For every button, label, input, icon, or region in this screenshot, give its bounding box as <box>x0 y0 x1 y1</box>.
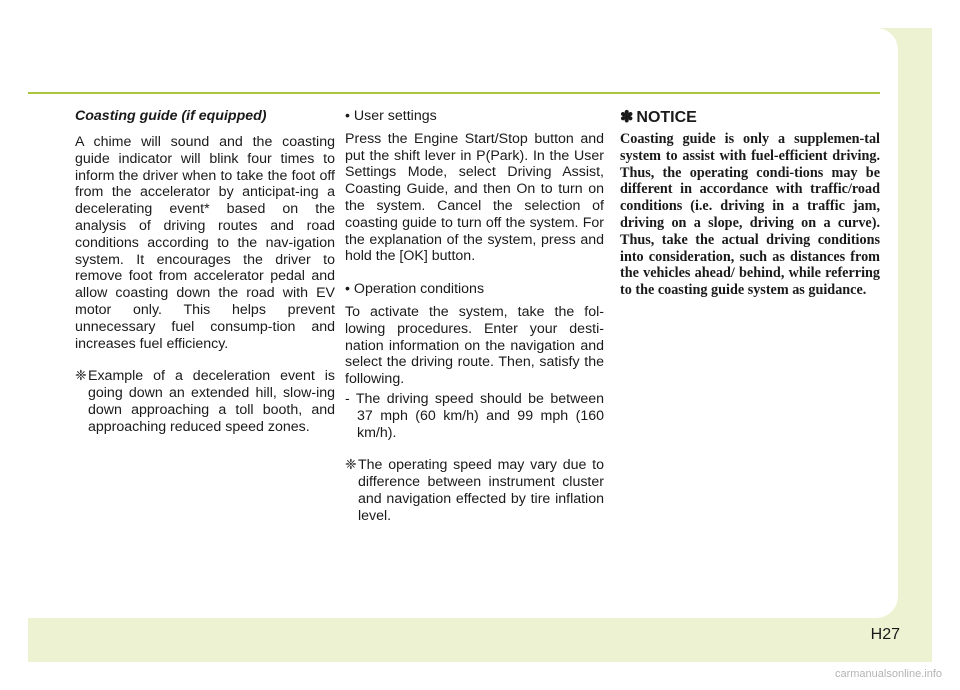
column-left <box>75 108 335 436</box>
column-middle <box>345 108 604 525</box>
section-heading: Coasting guide (if equipped) <box>75 108 267 124</box>
notice-title <box>620 108 880 128</box>
operating-speed-note <box>345 457 604 524</box>
page-number: H27 <box>870 626 900 643</box>
deceleration-note <box>75 368 335 435</box>
header-rule <box>28 92 880 94</box>
intro-paragraph: A chime will sound and the coasting guide indicator will blink four times to inform the driver when to take the foot off from the accelerator by anticipat-ing a decelerating event* based on the analysis of driving routes and road conditions according to the nav-igation system. It encourages the driver to remove foot from accelerator pedal and allow coasting down the road with EV motor only. This helps prevent unnecessary fuel consump-tion and increases fuel efficiency. <box>75 134 335 352</box>
watermark: carmanualsonline.info <box>834 668 942 680</box>
operation-conditions-paragraph: To activate the system, take the fol-lowing procedures. Enter your desti-nation information on the navigation and select the driving route. Then, satisfy the following. <box>345 303 604 388</box>
deceleration-note-text: Example of a deceleration event is going down an extended hill, slow-ing down approaching a toll booth, and approaching reduced speed zones. <box>88 368 335 435</box>
notice-title-text: NOTICE <box>636 109 697 126</box>
speed-condition-item: - The driving speed should be between 37 mph (60 km/h) and 99 mph (160 km/h). <box>345 390 604 441</box>
column-right <box>620 108 880 299</box>
notice-body: Coasting guide is only a supplemen-tal system to assist with fuel-efficient driving. Thus, the operating condi-tions may be different in accordance with traffic/road conditions (i.e. driving in a traffic jam, driving on a slope, driving on a curve). Thus, take the actual driving conditions into consideration, such as distances from the vehicles ahead/ behind, while referring to the coasting guide system as guidance. <box>620 131 880 299</box>
notice-star-icon: ✽ <box>620 109 634 126</box>
user-settings-bullet: • User settings <box>345 108 437 124</box>
note-mark-icon: ❈ <box>345 457 357 474</box>
operation-conditions-bullet: • Operation conditions <box>345 281 485 298</box>
operating-speed-note-text: The operating speed may vary due to difference between instrument cluster and navigation effected by tire inflation level. <box>358 457 604 524</box>
note-mark-icon: ❈ <box>75 368 87 385</box>
user-settings-paragraph: Press the Engine Start/Stop button and put the shift lever in P(Park). In the User Settings Mode, select Driving Assist, Coasting Guide, and then On to turn on the system. Cancel the selection of coasting guide to turn off the system. For the explanation of the system, press and hold the [OK] button. <box>345 130 604 265</box>
